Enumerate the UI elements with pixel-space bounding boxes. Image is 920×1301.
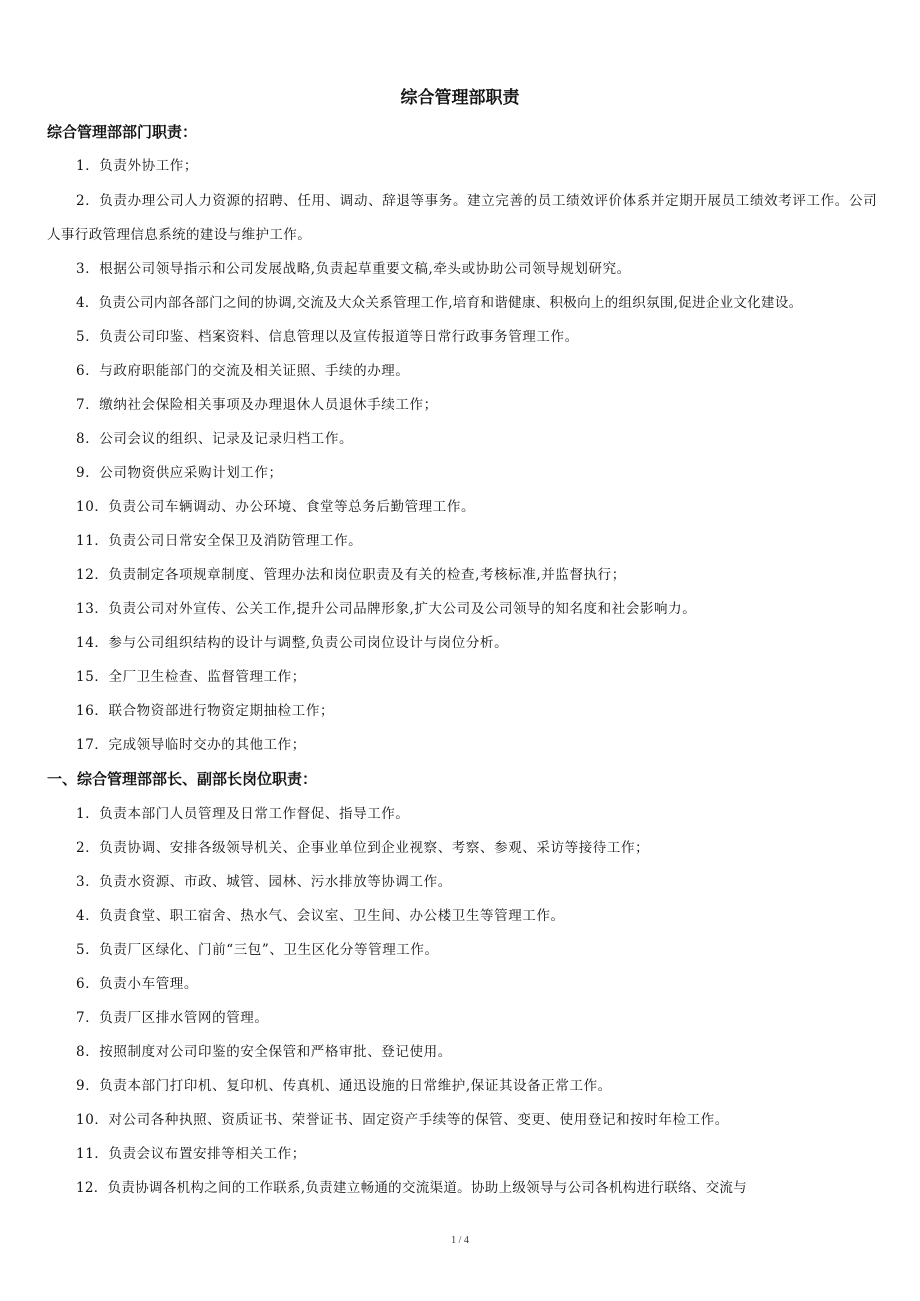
list-item: 9．公司物资供应采购计划工作； xyxy=(76,465,283,481)
list-item: 7．缴纳社会保险相关事项及办理退休人员退休手续工作； xyxy=(76,397,438,413)
list-item: 2．负责办理公司人力资源的招聘、任用、调动、辞退等事务。建立完善的员工绩效评价体系并定期开展员工绩效考评工作。公司人事行政管理信息系统的建设与维护工作。 xyxy=(47,193,877,243)
list-item: 10．负责公司车辆调动、办公环境、食堂等总务后勤管理工作。 xyxy=(76,499,476,515)
list-item: 2．负责协调、安排各级领导机关、企事业单位到企业视察、考察、参观、采访等接待工作； xyxy=(76,840,650,856)
list-item: 12．负责协调各机构之间的工作联系,负责建立畅通的交流渠道。协助上级领导与公司各机构进行联络、交流与 xyxy=(76,1180,747,1196)
page-title: 综合管理部职责 xyxy=(400,88,520,108)
list-item: 17．完成领导临时交办的其他工作； xyxy=(76,737,306,753)
list-item: 4．负责公司内部各部门之间的协调,交流及大众关系管理工作,培育和谐健康、积极向上的组织氛围,促进企业文化建设。 xyxy=(76,295,803,311)
list-item: 7．负责厂区排水管网的管理。 xyxy=(76,1010,269,1026)
list-item: 14．参与公司组织结构的设计与调整,负责公司岗位设计与岗位分析。 xyxy=(76,635,509,651)
list-item: 11．负责会议布置安排等相关工作； xyxy=(76,1146,306,1162)
page-number: 1 / 4 xyxy=(451,1235,469,1246)
list-item: 1．负责外协工作； xyxy=(76,158,198,174)
list-item: 15．全厂卫生检查、监督管理工作； xyxy=(76,669,306,685)
list-item: 3．根据公司领导指示和公司发展战略,负责起草重要文稿,牵头或协助公司领导规划研究。 xyxy=(76,261,631,277)
section-heading-department: 综合管理部部门职责： xyxy=(47,123,198,141)
section-heading-director: 一、综合管理部部长、副部长岗位职责： xyxy=(47,770,318,788)
list-item: 5．负责厂区绿化、门前“三包”、卫生区化分等管理工作。 xyxy=(76,942,439,958)
list-item: 6．与政府职能部门的交流及相关证照、手续的办理。 xyxy=(76,363,410,379)
list-item: 8．公司会议的组织、记录及记录归档工作。 xyxy=(76,431,354,447)
list-item: 3．负责水资源、市政、城管、园林、污水排放等协调工作。 xyxy=(76,874,452,890)
list-item: 13．负责公司对外宣传、公关工作,提升公司品牌形象,扩大公司及公司领导的知名度和社会影响力。 xyxy=(76,601,697,617)
list-item: 12．负责制定各项规章制度、管理办法和岗位职责及有关的检查,考核标准,并监督执行； xyxy=(76,567,626,583)
list-item: 9．负责本部门打印机、复印机、传真机、通迅设施的日常维护,保证其设备正常工作。 xyxy=(76,1078,612,1094)
list-item: 11．负责公司日常安全保卫及消防管理工作。 xyxy=(76,533,363,549)
list-item: 10．对公司各种执照、资质证书、荣誉证书、固定资产手续等的保管、变更、使用登记和按时年检工作。 xyxy=(76,1112,729,1128)
list-item: 1．负责本部门人员管理及日常工作督促、指导工作。 xyxy=(76,806,410,822)
list-item: 6．负责小车管理。 xyxy=(76,976,198,992)
list-item: 4．负责食堂、职工宿舍、热水气、会议室、卫生间、办公楼卫生等管理工作。 xyxy=(76,908,565,924)
list-item: 5．负责公司印鉴、档案资料、信息管理以及宣传报道等日常行政事务管理工作。 xyxy=(76,329,579,345)
list-item: 16．联合物资部进行物资定期抽检工作； xyxy=(76,703,335,719)
list-item: 8．按照制度对公司印鉴的安全保管和严格审批、登记使用。 xyxy=(76,1044,452,1060)
